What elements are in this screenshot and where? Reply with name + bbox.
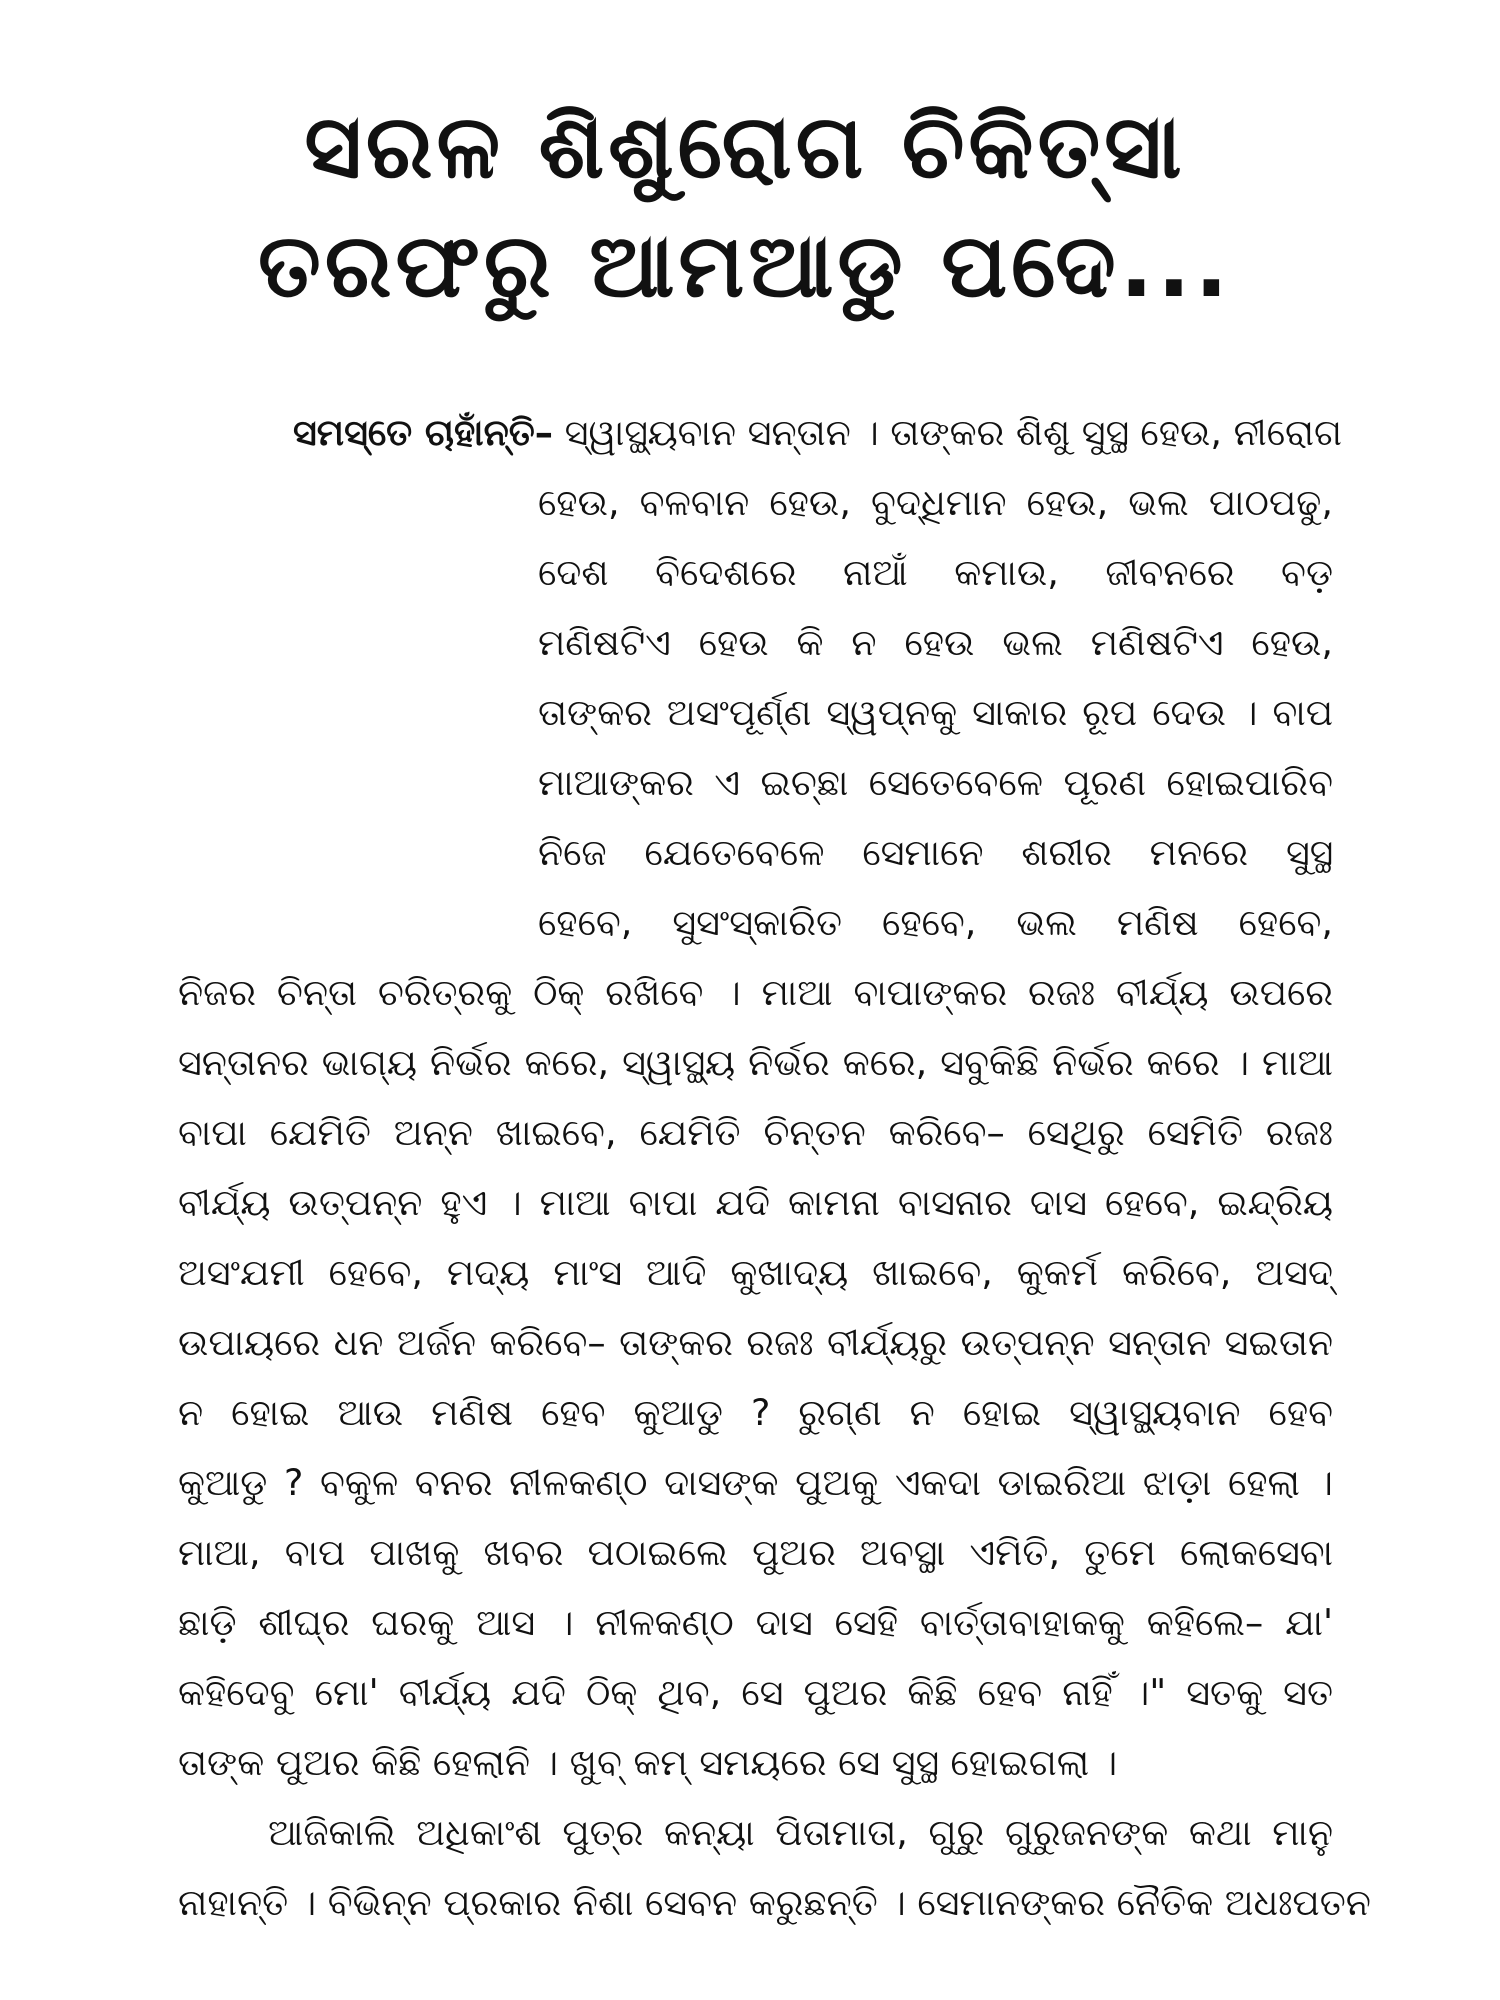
paragraph-line: ବାପା ଯେମିତି ଅନ୍ନ ଖାଇବେ, ଯେମିତି ଚିନ୍ତନ କରିବେ– ସେଥିରୁ ସେମିତି ରଜଃ [178, 1111, 1333, 1154]
paragraph-line: ମାଆଙ୍କର ଏ ଇଚ୍ଛା ସେତେବେଳେ ପୂରଣ ହୋଇପାରିବ [538, 761, 1333, 804]
paragraph-line: ହେବେ, ସୁସଂସ୍କାରିତ ହେବେ, ଭଲ ମଣିଷ ହେବେ, [538, 901, 1333, 944]
paragraph-line: ନିଜେ ଯେତେବେଳେ ସେମାନେ ଶରୀର ମନରେ ସୁସ୍ଥ [538, 831, 1333, 874]
paragraph-line: ଦେଶ ବିଦେଶରେ ନାଆଁ କମାଉ, ଜୀବନରେ ବଡ଼ [538, 551, 1333, 594]
paragraph-line: ହେଉ, ବଳବାନ ହେଉ, ବୁଦ୍ଧିମାନ ହେଉ, ଭଲ ପାଠପଢୁ, [538, 481, 1333, 524]
body-text [178, 398, 1371, 1938]
paragraph-line: ସନ୍ତାନର ଭାଗ୍ୟ ନିର୍ଭର କରେ, ସ୍ୱାସ୍ଥ୍ୟ ନିର୍ଭର କରେ, ସବୁକିଛି ନିର୍ଭର କରେ । ମାଆ [178, 1041, 1333, 1084]
paragraph-line [178, 398, 1343, 468]
paragraph-line: ତାଙ୍କର ଅସଂପୂର୍ଣ୍ଣ ସ୍ୱପ୍ନକୁ ସାକାର ରୂପ ଦେଉ । ବାପ [538, 691, 1333, 734]
page-title [170, 88, 1320, 326]
paragraph-line: ମାଆ, ବାପ ପାଖକୁ ଖବର ପଠାଇଲେ ପୁଅର ଅବସ୍ଥା ଏମିତି, ତୁମେ ଲୋକସେବା [178, 1531, 1333, 1574]
paragraph-line: ଉପାୟରେ ଧନ ଅର୍ଜନ କରିବେ– ତାଙ୍କର ରଜଃ ବୀର୍ଯ୍ୟରୁ ଉତ୍ପନ୍ନ ସନ୍ତାନ ସଇତାନ [178, 1321, 1333, 1364]
title-line-1: ସରଳ ଶିଶୁରୋଗ ଚିକିତ୍ସା [304, 95, 1186, 198]
paragraph-line: ତାଙ୍କ ପୁଅର କିଛି ହେଲାନି । ଖୁବ୍ କମ୍ ସମୟରେ ସେ ସୁସ୍ଥ ହୋଇଗଲା । [178, 1741, 1118, 1784]
paragraph-line: ଅସଂଯମୀ ହେବେ, ମଦ୍ୟ ମାଂସ ଆଦି କୁଖାଦ୍ୟ ଖାଇବେ, କୁକର୍ମ କରିବେ, ଅସଦ୍ [178, 1251, 1333, 1294]
paragraph-line: ଆଜିକାଲି ଅଧିକାଂଶ ପୁତ୍ର କନ୍ୟା ପିତାମାତା, ଗୁରୁ ଗୁରୁଜନଙ୍କ କଥା ମାନୁ [268, 1811, 1333, 1854]
paragraph-line: କହିଦେବୁ ମୋ' ବୀର୍ଯ୍ୟ ଯଦି ଠିକ୍ ଥିବ, ସେ ପୁଅର କିଛି ହେବ ନାହିଁ ।" ସତକୁ ସତ [178, 1671, 1333, 1714]
paragraph-line: ନିଜର ଚିନ୍ତା ଚରିତ୍ରକୁ ଠିକ୍ ରଖିବେ । ମାଆ ବାପାଙ୍କର ରଜଃ ବୀର୍ଯ୍ୟ ଉପରେ [178, 971, 1333, 1014]
paragraph-line-text: ସ୍ୱାସ୍ଥ୍ୟବାନ ସନ୍ତାନ । ତାଙ୍କର ଶିଶୁ ସୁସ୍ଥ ହେଉ, ନୀରୋଗ [564, 411, 1343, 454]
paragraph-line: କୁଆଡୁ ? ବକୁଳ ବନର ନୀଳକଣ୍ଠ ଦାସଙ୍କ ପୁଅକୁ ଏକଦା ଡାଇରିଆ ଝାଡ଼ା ହେଲା । [178, 1461, 1333, 1504]
paragraph-line: ମଣିଷଟିଏ ହେଉ କି ନ ହେଉ ଭଲ ମଣିଷଟିଏ ହେଉ, [538, 621, 1333, 664]
paragraph-line: ବୀର୍ଯ୍ୟ ଉତ୍ପନ୍ନ ହୁଏ । ମାଆ ବାପା ଯଦି କାମନା ବାସନାର ଦାସ ହେବେ, ଇନ୍ଦ୍ରିୟ [178, 1181, 1333, 1224]
paragraph-line: ଛାଡ଼ି ଶୀଘ୍ର ଘରକୁ ଆସ । ନୀଳକଣ୍ଠ ଦାସ ସେହି ବାର୍ତ୍ତାବାହାକକୁ କହିଲେ– ଯା' [178, 1601, 1333, 1644]
lead-word: ସମସ୍ତେ ଚାହାଁନ୍ତି– [293, 411, 554, 454]
title-line-2: ତରଫରୁ ଆମଆଡୁ ପଦେ... [257, 213, 1233, 317]
paragraph-line: ନାହାନ୍ତି । ବିଭିନ୍ନ ପ୍ରକାର ନିଶା ସେବନ କରୁଛନ୍ତି । ସେମାନଙ୍କର ନୈତିକ ଅଧଃପତନ [178, 1881, 1371, 1924]
paragraph-line: ନ ହୋଇ ଆଉ ମଣିଷ ହେବ କୁଆଡୁ ? ରୁଗ୍ଣ ନ ହୋଇ ସ୍ୱାସ୍ଥ୍ୟବାନ ହେବ [178, 1391, 1333, 1434]
